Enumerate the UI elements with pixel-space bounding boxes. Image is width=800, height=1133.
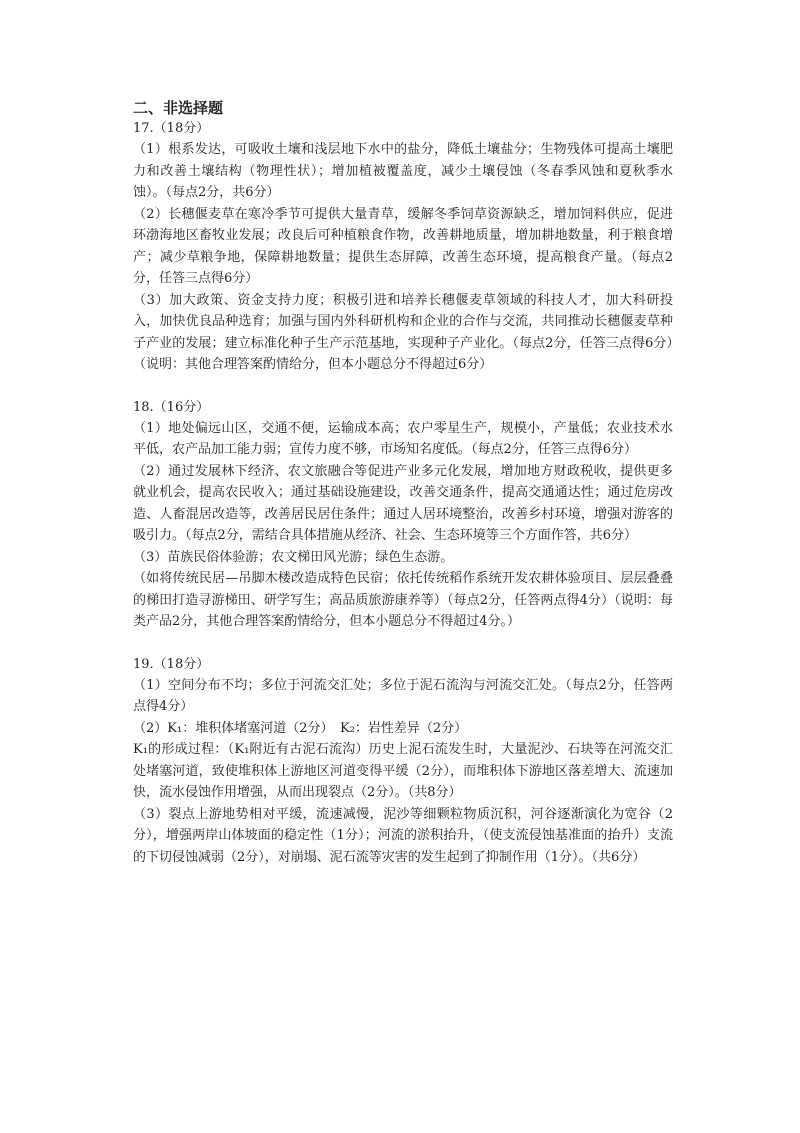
question-19-part-2: （2）K₁：堆积体堵塞河道（2分） K₂：岩性差异（2分） <box>133 720 468 736</box>
section-title: 二、非选择题 <box>133 99 224 117</box>
spacer <box>133 633 673 654</box>
question-18-part-1: （1）地处偏远山区，交通不便，运输成本高；农户零星生产，规模小，产量低；农业技术水平低，农产品加工能力弱；宣传力度不够，市场知名度低。（每点2分，任答三点得6分） <box>133 420 673 457</box>
question-19 <box>133 654 673 869</box>
question-19-part-3: （3）裂点上游地势相对平缓，流速减慢，泥沙等细颗粒物质沉积，河谷逐渐演化为宽谷（2分），增强两岸山体坡面的稳定性（1分）；河流的淤积抬升，（使支流侵蚀基准面的抬升）支流的下切侵蚀减弱（2分），对崩塌、泥石流等灾害的发生起到了抑制作用（1分）。（共6分） <box>133 806 673 865</box>
question-18-part-2: （2）通过发展林下经济、农文旅融合等促进产业多元化发展，增加地方财政税收，提供更多就业机会，提高农民收入；通过基础设施建设，改善交通条件，提高交通通达性；通过危房改造、人畜混居改造等，改善居民居住条件；通过人居环境整治，改善乡村环境，增强对游客的吸引力。（每点2分，需结合具体措施从经济、社会、生态环境等三个方面作答，共6分） <box>133 463 673 543</box>
question-19-part-1: （1）空间分布不均；多位于河流交汇处；多位于泥石流沟与河流交汇处。（每点2分，任答两点得4分） <box>133 677 673 714</box>
spacer <box>133 376 673 397</box>
question-17-heading: 17.（18分） <box>133 121 210 136</box>
question-18 <box>133 397 673 633</box>
question-17-part-1: （1）根系发达，可吸收土壤和浅层地下水中的盐分，降低土壤盐分；生物残体可提高土壤肥力和改善土壤结构（物理性状）；增加植被覆盖度，减少土壤侵蚀（冬春季风蚀和夏秋季水蚀）。（每点2分，共6分） <box>133 142 673 200</box>
question-18-part-3-examples: （如将传统民居—吊脚木楼改造成特色民宿；依托传统稻作系统开发农耕体验项目、层层叠叠的梯田打造寻游梯田、研学写生；高品质旅游康养等）（每点2分，任答两点得4分）（说明：每类产品2分，其他合理答案酌情给分，但本小题总分不得超过4分。） <box>133 571 673 629</box>
question-17-part-2: （2）长穗偃麦草在寒冷季节可提供大量青草，缓解冬季饲草资源缺乏，增加饲料供应，促进环渤海地区畜牧业发展；改良后可种植粮食作物，改善耕地质量，增加耕地数量，利于粮食增产；减少草粮争地，保障耕地数量；提供生态屏障，改善生态环境，提高粮食产量。（每点2分，任答三点得6分） <box>133 206 673 286</box>
question-18-heading: 18.（16分） <box>133 399 210 415</box>
question-17-part-3: （3）加大政策、资金支持力度；积极引进和培养长穗偃麦草领域的科技人才，加大科研投入，加快优良品种选育；加强与国内外科研机构和企业的合作与交流，共同推动长穗偃麦草种子产业的发展；建立标准化种子生产示范基地，实现种子产业化。（每点2分，任答三点得6分）（说明：其他合理答案酌情给分，但本小题总分不得超过6分） <box>133 292 673 372</box>
question-19-heading: 19.（18分） <box>133 656 210 672</box>
question-17 <box>133 118 673 376</box>
question-19-part-2-process: K₁的形成过程：（K₁附近有古泥石流沟）历史上泥石流发生时，大量泥沙、石块等在河流交汇处堵塞河道，致使堆积体上游地区河道变得平缓（2分），而堆积体下游地区落差增大、流速加快，流水侵蚀作用增强，从而出现裂点（2分）。（共8分） <box>133 742 673 800</box>
question-18-part-3: （3）苗族民俗体验游；农文梯田风光游；绿色生态游。 <box>133 549 454 565</box>
answer-sheet <box>133 98 673 868</box>
